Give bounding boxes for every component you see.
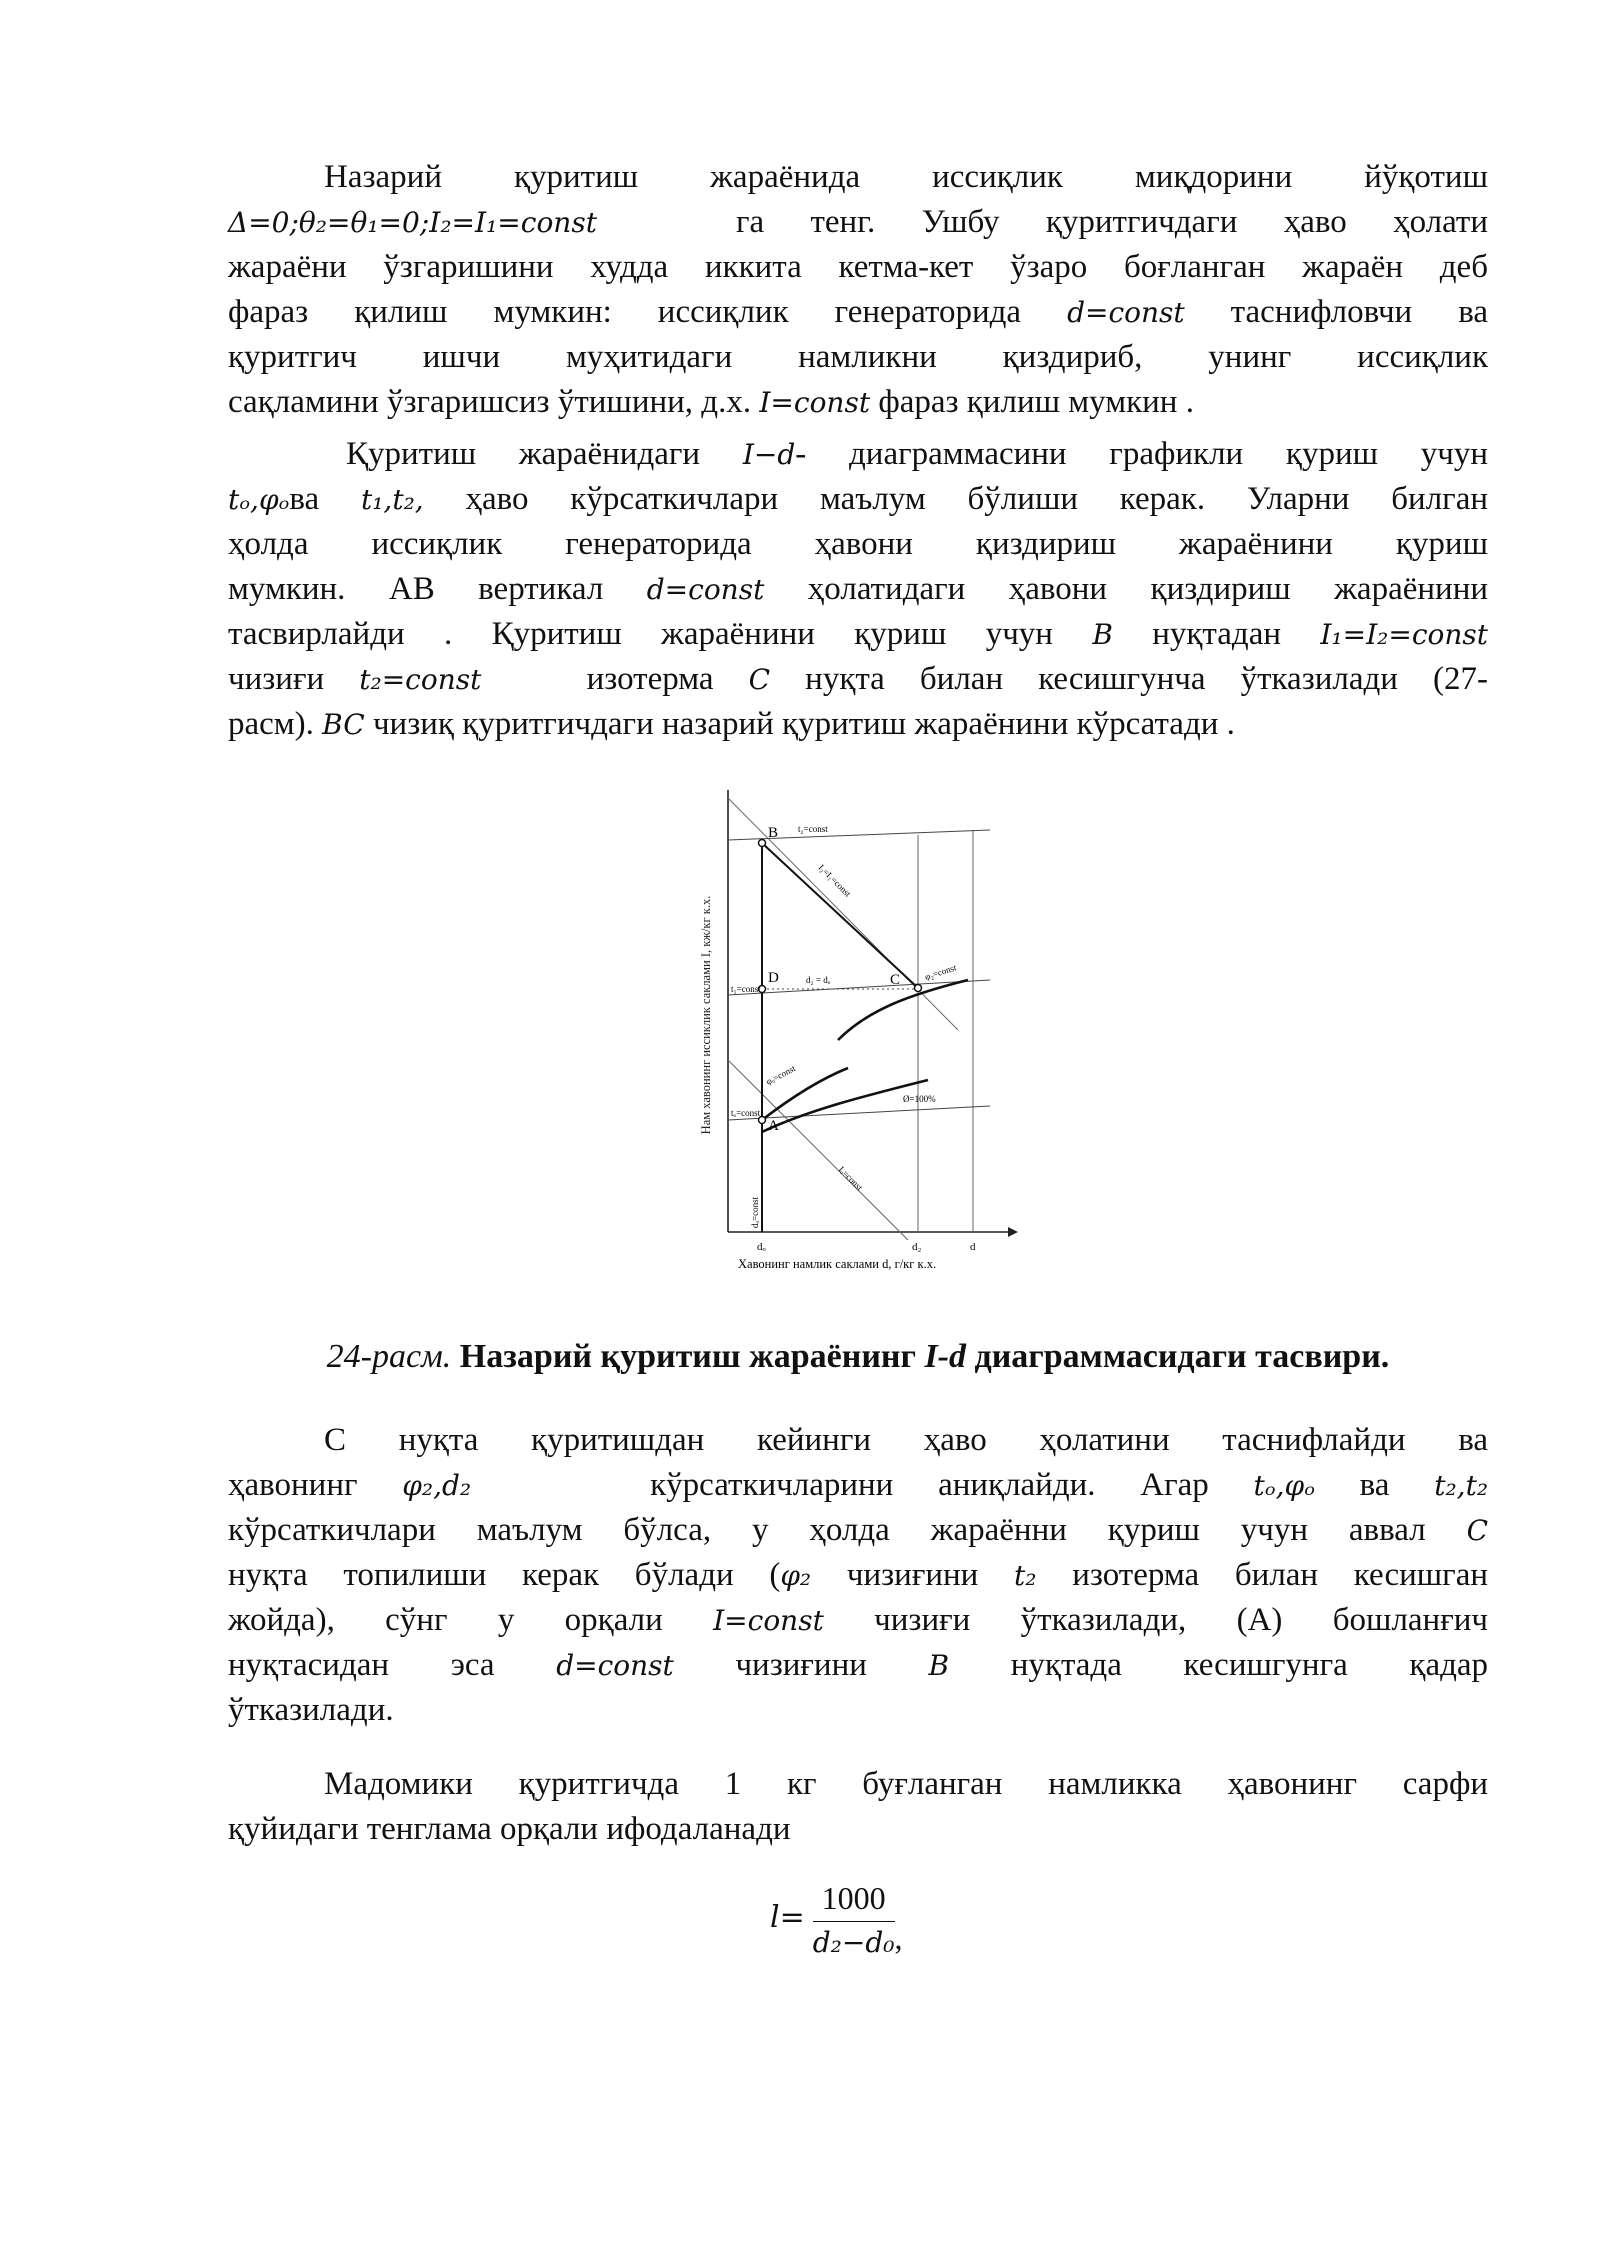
- p4-line-2: қуйидаги тенглама орқали ифодаланади: [228, 1811, 791, 1847]
- label-doconst: dₒ=const: [750, 1196, 760, 1228]
- p3-line-5b: чизиғи ўтказилади, (А) бошланғич: [874, 1602, 1489, 1638]
- p2-line-4b: ҳолатидаги ҳавони қиздириш жараёнини: [807, 571, 1489, 607]
- p2-line-7b: чизиқ қуритгичдаги назарий қуритиш жараёнини кўрсатади .: [372, 706, 1235, 742]
- p1-math-heatloss: Δ=0;θ₂=θ₁=0;I₂=I₁=const: [228, 206, 597, 239]
- p2-line-6c: нуқта билан кесишгунча ўтказилади (27-: [805, 661, 1489, 697]
- x-axis-label: Хавонинг намлик саклами d, г/кг к.х.: [738, 1257, 937, 1271]
- label-b: B: [768, 825, 779, 841]
- formula-denominator: d₂−d₀: [812, 1926, 895, 1959]
- point-c-marker: [915, 985, 922, 992]
- p2-math-t1-t2: t₁,t₂,: [360, 483, 424, 516]
- p3-line-4c: изотерма билан кесишган: [1072, 1557, 1489, 1593]
- phi-100-curve: [762, 1080, 928, 1132]
- caption-text-1: Назарий қуритиш жараёнинг: [459, 1338, 916, 1375]
- p1-math-dconst: d=const: [1067, 296, 1185, 329]
- label-phi2const: φ₂=const: [923, 962, 958, 982]
- paragraph-3: [228, 1418, 1488, 1733]
- p2-line-4a: мумкин. АВ вертикал: [228, 571, 604, 607]
- p2-math-to-phio: tₒ,φₒ: [228, 483, 290, 516]
- tick-do: dₒ: [757, 1241, 766, 1253]
- p2-math-i1i2const: I₁=I₂=const: [1320, 618, 1489, 651]
- p3-math-phi2d2: φ₂,d₂: [402, 1469, 472, 1502]
- air-consumption-formula: [770, 1880, 903, 1959]
- p3-line-2a: ҳавонинг: [228, 1467, 358, 1503]
- p3-line-5a: жойда), сўнг у орқали: [228, 1602, 663, 1638]
- p3-math-t2: t₂: [1014, 1559, 1037, 1592]
- label-t2const: t₂=const: [798, 824, 828, 834]
- p3-line-2c: ва: [1359, 1467, 1390, 1503]
- p3-line-2b: кўрсаткичларини аниқлайди. Агар: [650, 1467, 1209, 1503]
- p3-line-7: ўтказилади.: [228, 1692, 394, 1728]
- label-phi100: Ø=100%: [903, 1094, 936, 1104]
- p2-line-2b: ҳаво кўрсаткичлари маълум бўлиши керак. Уларни билган: [465, 481, 1489, 517]
- p3-math-dconst: d=const: [556, 1649, 674, 1682]
- p3-line-3a: кўрсаткичлари маълум бўлса, у ҳолда жараённи қуриш учун аввал: [228, 1512, 1426, 1548]
- p3-math-t2t2: t₂,t₂: [1434, 1469, 1489, 1502]
- paragraph-4: [228, 1762, 1488, 1852]
- formula-tail: ,: [894, 1919, 903, 1956]
- p4-line-1: Мадомики қуритгичда 1 кг буғланган намликка ҳавонинг сарфи: [324, 1766, 1488, 1802]
- p2-math-bc: BC: [322, 708, 365, 741]
- formula-numerator: 1000: [813, 1880, 895, 1922]
- p2-line-6a: чизиғи: [228, 661, 325, 697]
- p2-math-id: I−d: [742, 438, 796, 471]
- caption-number: 24-расм.: [326, 1338, 452, 1375]
- p2-line-5a: тасвирлайди . Қуритиш жараёнини қуриш учун: [228, 616, 1053, 652]
- p1-math-iconst: I=const: [759, 386, 871, 419]
- p3-line-6b: чизиғини: [735, 1647, 867, 1683]
- p1-line-2: га тенг. Ушбу қуритгичдаги ҳаво ҳолати: [735, 204, 1488, 240]
- p1-line-4a: фараз қилиш мумкин: иссиқлик генераторида: [228, 294, 1022, 330]
- paragraph-2: [228, 432, 1488, 747]
- p1-line-4b: таснифловчи ва: [1230, 294, 1489, 330]
- id-diagram: [668, 780, 1028, 1300]
- p3-math-iconst: I=const: [713, 1604, 824, 1637]
- p2-math-c: C: [748, 663, 771, 696]
- label-i2i1const: I₂=I₁=const: [816, 862, 853, 899]
- p3-line-1: С нуқта қуритишдан кейинги ҳаво ҳолатини таснифлайди ва: [324, 1422, 1488, 1458]
- p2-line-1b: - диаграммасини графикли қуриш учун: [795, 436, 1489, 472]
- caption-id: I-d: [924, 1338, 967, 1375]
- p3-line-6c: нуқтада кесишгунга қадар: [1010, 1647, 1489, 1683]
- p3-math-b: B: [928, 1649, 950, 1682]
- label-phioconst: φₒ=const: [764, 1062, 798, 1087]
- y-axis-label: Нам хавонинг иссиклик саклами I, кж/кг к.х.: [699, 895, 713, 1135]
- x-axis-arrow: [1008, 1227, 1018, 1237]
- p3-math-c: C: [1466, 1514, 1488, 1547]
- p2-line-7a: расм).: [228, 706, 314, 742]
- p1-line-6b: фараз қилиш мумкин .: [878, 384, 1194, 420]
- p1-line-1: Назарий қуритиш жараёнида иссиқлик миқдорини йўқотиш: [324, 159, 1488, 195]
- paragraph-1: [228, 155, 1488, 425]
- tick-d2: d₂: [912, 1241, 922, 1253]
- label-d2do: d₂ = dₒ: [806, 975, 831, 985]
- label-a: A: [768, 1118, 779, 1134]
- p3-math-phi2: φ₂: [780, 1559, 812, 1592]
- p3-line-6a: нуқтасидан эса: [228, 1647, 495, 1683]
- p3-line-4a: нуқта топилиши керак бўлади (: [228, 1557, 781, 1593]
- p1-line-3: жараёни ўзгаришини худда иккита кетма-кет ўзаро боғланган жараён деб: [228, 249, 1488, 285]
- tick-d: d: [970, 1241, 976, 1253]
- point-b-marker: [759, 840, 766, 847]
- label-d: D: [768, 970, 779, 986]
- p2-line-2a: ва: [289, 481, 320, 517]
- p3-line-4b: чизиғини: [846, 1557, 979, 1593]
- p2-line-5b: нуқтадан: [1152, 616, 1281, 652]
- p2-line-3: ҳолда иссиқлик генераторида ҳавони қиздириш жараёнини қуриш: [228, 526, 1488, 562]
- p2-line-6b: изотерма: [586, 661, 714, 697]
- p2-math-dconst: d=const: [646, 573, 765, 606]
- figure-caption: [228, 1335, 1488, 1379]
- formula-lhs: l=: [770, 1899, 805, 1935]
- p2-math-t2const: t₂=const: [359, 663, 482, 696]
- bc-process-line: [762, 843, 918, 988]
- label-c: C: [890, 972, 901, 988]
- label-t1const: t₁=const: [731, 984, 761, 994]
- p2-math-b: B: [1092, 618, 1113, 651]
- p3-math-to-phio: tₒ,φₒ: [1253, 1469, 1315, 1502]
- caption-text-2: диаграммасидаги тасвири.: [974, 1338, 1390, 1375]
- p1-line-6a: сақламини ўзгаришсиз ўтишини, д.х.: [228, 384, 752, 420]
- label-ioconst: Iₒ=const: [836, 1164, 865, 1193]
- p1-line-5: қуритгич ишчи муҳитидаги намликни қиздириб, унинг иссиқлик: [228, 339, 1488, 375]
- formula-fraction: [813, 1880, 895, 1959]
- label-toconst: tₒ=const: [731, 1108, 761, 1118]
- p2-line-1a: Қуритиш жараёнидаги: [346, 436, 701, 472]
